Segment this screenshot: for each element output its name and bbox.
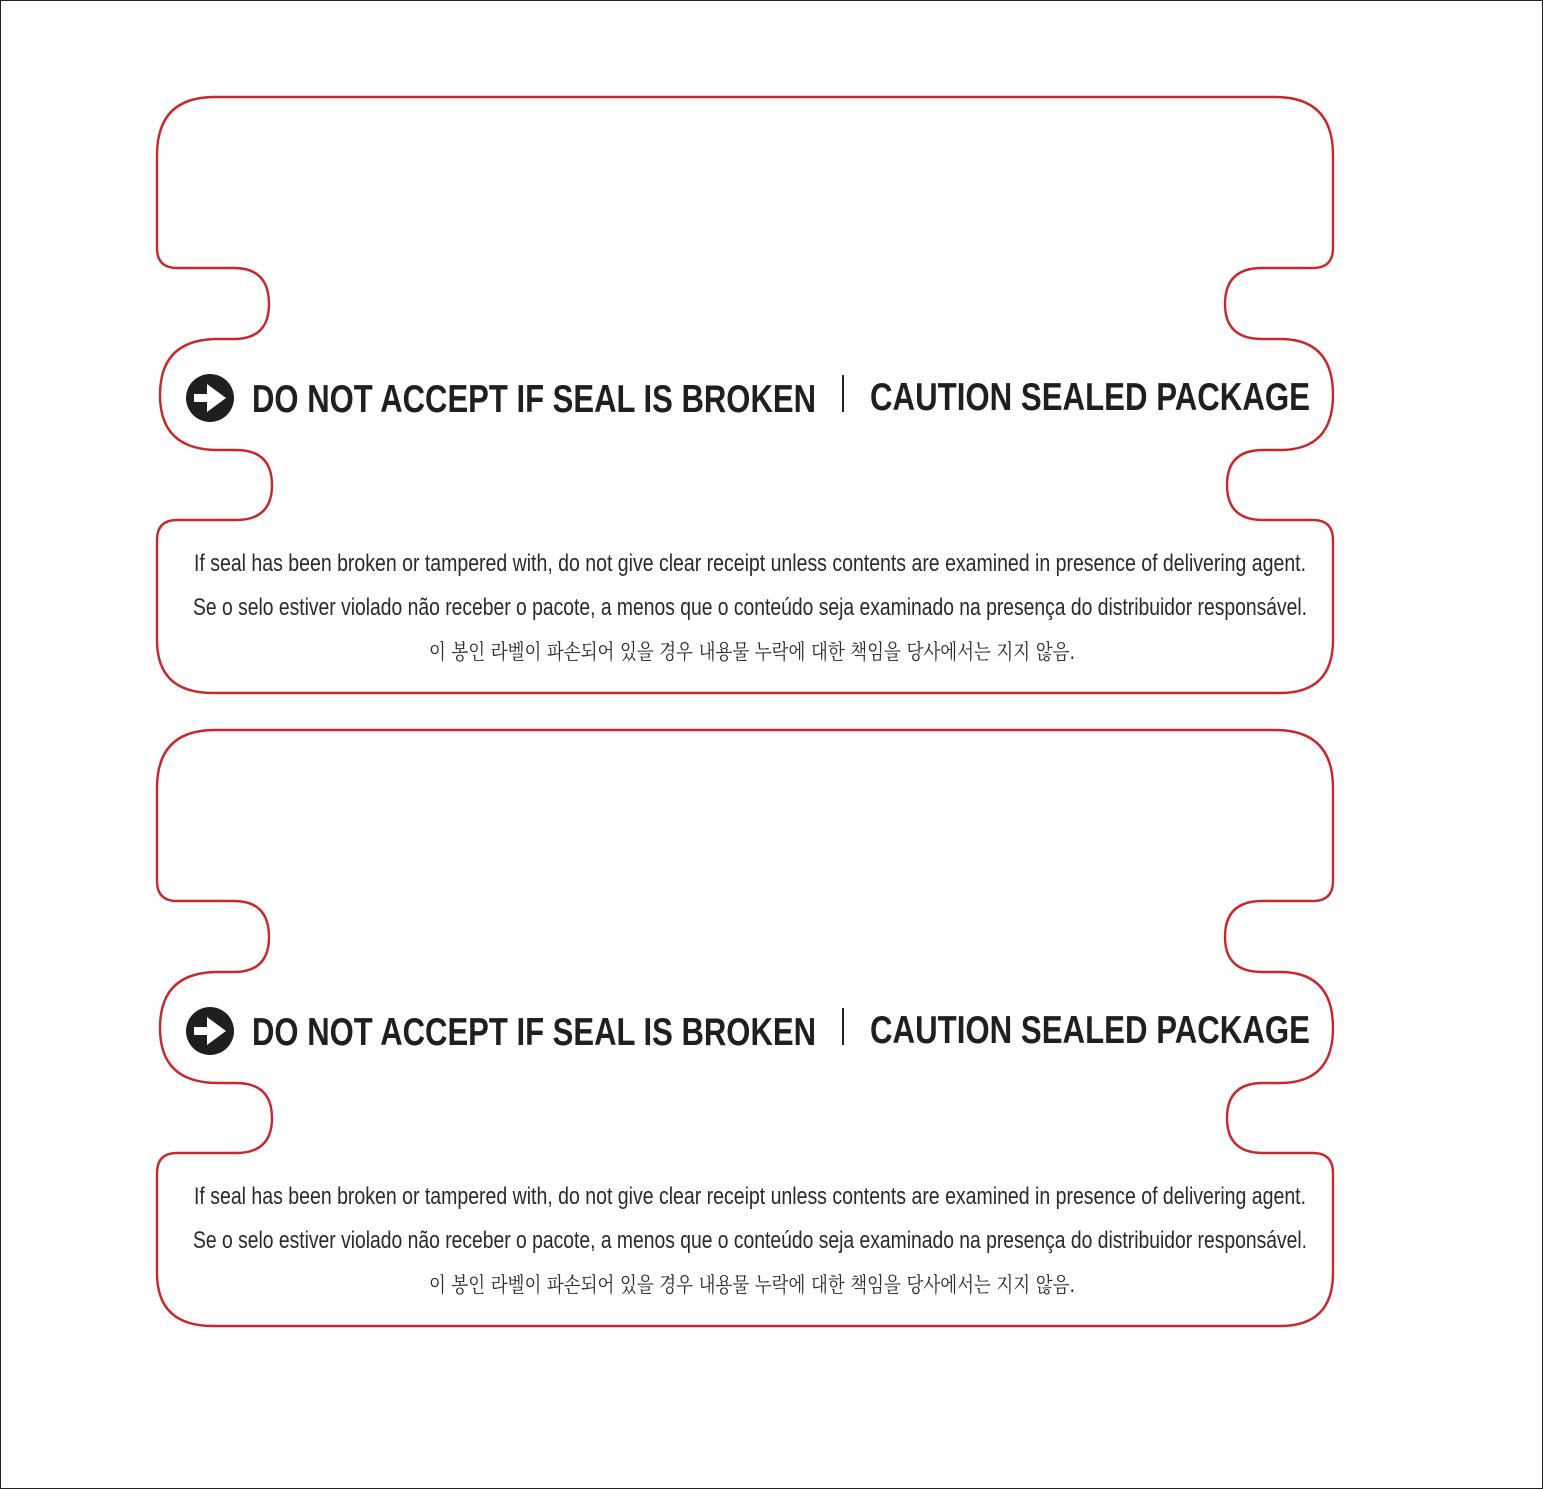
headline-caution-sealed: CAUTION SEALED PACKAGE	[870, 376, 1310, 419]
headline-do-not-accept: DO NOT ACCEPT IF SEAL IS BROKEN	[252, 378, 816, 421]
notice-english: If seal has been broken or tampered with, do not give clear receipt unless contents are examined in presence of delivering agent.	[194, 550, 1306, 577]
seal-label	[157, 730, 1333, 1326]
notice-portuguese: Se o selo estiver violado não receber o pacote, a menos que o conteúdo seja examinado na presença do distribuidor responsável.	[193, 1227, 1307, 1254]
notice-english: If seal has been broken or tampered with, do not give clear receipt unless contents are examined in presence of delivering agent.	[194, 1183, 1306, 1210]
notice-korean: 이 봉인 라벨이 파손되어 있을 경우 내용물 누락에 대한 책임을 당사에서는 지지 않음.	[429, 640, 1075, 664]
arrow-right-circle-icon	[186, 1007, 234, 1055]
notice-portuguese: Se o selo estiver violado não receber o pacote, a menos que o conteúdo seja examinado na presença do distribuidor responsável.	[193, 594, 1307, 621]
arrow-right-circle-icon	[186, 374, 234, 422]
headline-caution-sealed: CAUTION SEALED PACKAGE	[870, 1009, 1310, 1052]
seal-label	[157, 97, 1333, 693]
notice-korean: 이 봉인 라벨이 파손되어 있을 경우 내용물 누락에 대한 책임을 당사에서는 지지 않음.	[429, 1273, 1075, 1297]
headline-do-not-accept: DO NOT ACCEPT IF SEAL IS BROKEN	[252, 1011, 816, 1054]
